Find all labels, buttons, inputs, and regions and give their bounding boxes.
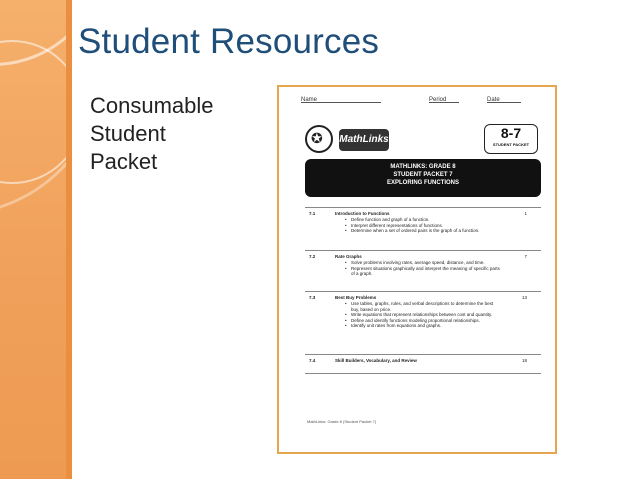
toc-section (305, 207, 541, 250)
decorative-swirl (0, 40, 72, 184)
slide-subtitle (90, 92, 214, 176)
toc-section (305, 250, 541, 291)
section-bullet: • Write equations that represent relationships between cost and quantity. (351, 312, 501, 318)
section-bullet: • Define function and graph of a function. (351, 217, 501, 223)
section-title: Skill Builders, Vocabulary, and Review (335, 358, 417, 363)
toc-section (305, 291, 541, 354)
decorative-side-band (0, 0, 72, 479)
section-title: Best Buy Problems (335, 295, 377, 300)
slide-title: Student Resources (78, 22, 380, 61)
section-bullet: • Define and identify functions modeling proportional relationships. (351, 318, 501, 324)
packet-label: STUDENT PACKET (492, 142, 530, 147)
banner-line: EXPLORING FUNCTIONS (386, 180, 459, 186)
section-bullet: • Determine when a set of ordered pairs is the graph of a function. (351, 228, 501, 234)
date-label: Date (487, 97, 500, 103)
packet-number-box (484, 124, 538, 154)
section-title: Rate Graphs (335, 254, 362, 259)
seal-icon: ✪ (305, 125, 333, 153)
section-number: 7.2 (309, 254, 316, 259)
packet-footer: MathLinks: Grade 8 (Student Packet 7) (307, 419, 377, 424)
section-page: 18 (521, 358, 527, 363)
banner-line: MATHLINKS: GRADE 8 (390, 164, 456, 170)
packet-number: 8-7 (500, 125, 522, 141)
toc-section (305, 354, 541, 374)
section-number: 7.3 (309, 295, 316, 300)
subtitle-line: Student (90, 121, 166, 146)
table-of-contents (305, 207, 541, 374)
section-bullet: • Identify unit rates from equations and graphs. (351, 323, 501, 329)
section-number: 7.1 (309, 211, 316, 216)
section-page: 1 (524, 211, 527, 216)
section-bullet: • Use tables, graphs, rules, and verbal descriptions to determine the best buy, based on price. (351, 301, 501, 312)
subtitle-line: Packet (90, 149, 158, 174)
name-label: Name (301, 97, 318, 103)
packet-banner (305, 159, 541, 197)
section-number: 7.4 (309, 358, 316, 363)
banner-line: STUDENT PACKET 7 (393, 172, 453, 178)
section-title: Introduction to Functions (335, 211, 390, 216)
section-bullet: • Represent situations graphically and interpret the meaning of specific parts of a graph. (351, 266, 501, 277)
mathlinks-logo: MathLinks (339, 129, 389, 151)
section-bullet: • Interpret different representations of functions. (351, 223, 501, 229)
band-edge (66, 0, 72, 479)
subtitle-line: Consumable (90, 93, 214, 118)
period-label: Period (429, 97, 447, 103)
section-page: 13 (521, 295, 527, 300)
section-page: 7 (524, 254, 527, 259)
packet-cover-image (277, 85, 557, 454)
section-bullet: • Solve problems involving rates, average speed, distance, and time. (351, 260, 501, 266)
